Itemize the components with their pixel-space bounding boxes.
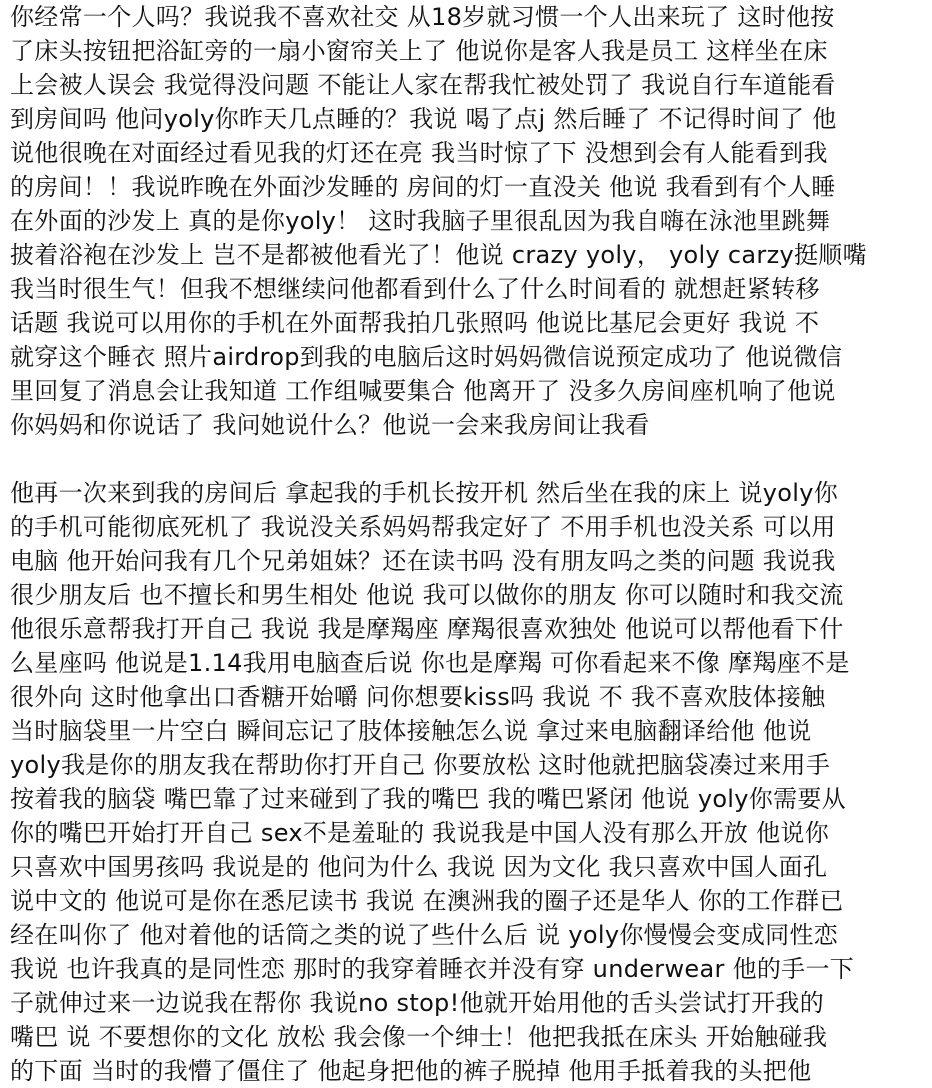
text-line: 说中文的 他说可是你在悉尼读书 我说 在澳洲我的圈子还是华人 你的工作群已 — [10, 887, 844, 915]
text-line: 到房间吗 他问yoly你昨天几点睡的？我说 喝了点j 然后睡了 不记得时间了 他 — [10, 105, 837, 133]
text-line: 只喜欢中国男孩吗 我说是的 他问为什么 我说 因为文化 我只喜欢中国人面孔 — [10, 853, 828, 881]
document-body — [10, 0, 922, 1088]
text-line: 他很乐意帮我打开自己 我说 我是摩羯座 摩羯很喜欢独处 他说可以帮他看下什 — [10, 615, 844, 643]
text-line: 电脑 他开始问我有几个兄弟姐妹？还在读书吗 没有朋友吗之类的问题 我说我 — [10, 547, 836, 575]
text-line: 你经常一个人吗？我说我不喜欢社交 从18岁就习惯一个人出来玩了 这时他按 — [10, 3, 835, 31]
text-line: 披着浴袍在沙发上 岂不是都被他看光了！他说 crazy yoly， yoly carzy挺顺嘴 — [10, 241, 867, 269]
text-line: 了床头按钮把浴缸旁的一扇小窗帘关上了 他说你是客人我是员工 这样坐在床 — [10, 37, 828, 65]
text-line: 的手机可能彻底死机了 我说没关系妈妈帮我定好了 不用手机也没关系 可以用 — [10, 513, 836, 541]
text-line: 他再一次来到我的房间后 拿起我的手机长按开机 然后坐在我的床上 说yoly你 — [10, 479, 839, 507]
text-line: 的房间！！我说昨晚在外面沙发睡的 房间的灯一直没关 他说 我看到有个人睡 — [10, 173, 836, 201]
text-line: 嘴巴 说 不要想你的文化 放松 我会像一个绅士！他把我抵在床头 开始触碰我 — [10, 1023, 828, 1051]
text-line: 里回复了消息会让我知道 工作组喊要集合 他离开了 没多久房间座机响了他说 — [10, 377, 836, 405]
text-line: 当时脑袋里一片空白 瞬间忘记了肢体接触怎么说 拿过来电脑翻译给他 他说 — [10, 717, 812, 745]
text-line: 就穿这个睡衣 照片airdrop到我的电脑后这时妈妈微信说预定成功了 他说微信 — [10, 343, 843, 371]
text-line: 上会被人误会 我觉得没问题 不能让人家在帮我忙被处罚了 我说自行车道能看 — [10, 71, 836, 99]
text-line: 按着我的脑袋 嘴巴靠了过来碰到了我的嘴巴 我的嘴巴紧闭 他说 yoly你需要从 — [10, 785, 846, 813]
text-line: 很少朋友后 也不擅长和男生相处 他说 我可以做你的朋友 你可以随时和我交流 — [10, 581, 844, 609]
text-line: 你的嘴巴开始打开自己 sex不是羞耻的 我说我是中国人没有那么开放 他说你 — [10, 819, 830, 847]
text-line: 的下面 当时的我懵了僵住了 他起身把他的裤子脱掉 他用手抵着我的头把他 — [10, 1057, 812, 1085]
text-line: yoly我是你的朋友我在帮助你打开自己 你要放松 这时他就把脑袋凑过来用手 — [10, 751, 831, 779]
text-line: 子就伸过来一边说我在帮你 我说no stop!他就开始用他的舌头尝试打开我的 — [10, 989, 825, 1017]
text-line: 经在叫你了 他对着他的话筒之类的说了些什么后 说 yoly你慢慢会变成同性恋 — [10, 921, 839, 949]
paragraph-1 — [10, 0, 922, 442]
paragraph-gap — [10, 442, 922, 476]
text-line: 很外向 这时他拿出口香糖开始嚼 问你想要kiss吗 我说 不 我不喜欢肢体接触 — [10, 683, 826, 711]
paragraph-2 — [10, 476, 922, 1088]
text-line: 话题 我说可以用你的手机在外面帮我拍几张照吗 他说比基尼会更好 我说 不 — [10, 309, 820, 337]
text-line: 我当时很生气！但我不想继续问他都看到什么了什么时间看的 就想赶紧转移 — [10, 275, 820, 303]
text-line: 么星座吗 他说是1.14我用电脑查后说 你也是摩羯 可你看起来不像 摩羯座不是 — [10, 649, 850, 677]
text-line: 我说 也许我真的是同性恋 那时的我穿着睡衣并没有穿 underwear 他的手一下 — [10, 955, 855, 983]
text-line: 在外面的沙发上 真的是你yoly！ 这时我脑子里很乱因为我自嗨在泳池里跳舞 — [10, 207, 831, 235]
text-line: 你妈妈和你说话了 我问她说什么？他说一会来我房间让我看 — [10, 411, 650, 439]
text-line: 说他很晚在对面经过看见我的灯还在亮 我当时惊了下 没想到会有人能看到我 — [10, 139, 828, 167]
